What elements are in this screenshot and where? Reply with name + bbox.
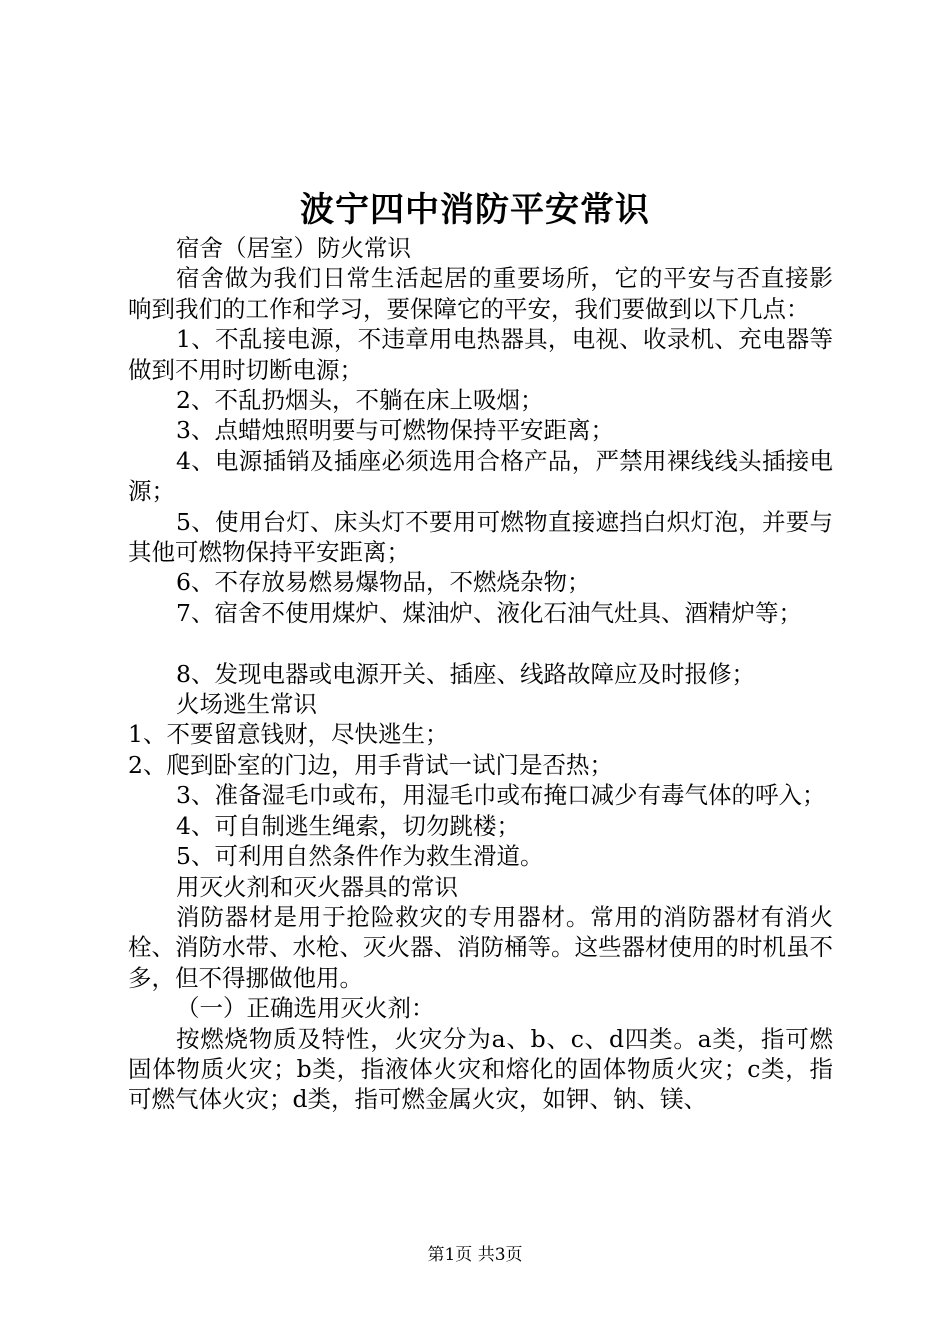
list-item-dorm-5: 5、使用台灯、床头灯不要用可燃物直接遮挡白炽灯泡，并要与其他可燃物保持平安距离； — [128, 507, 833, 567]
list-item-escape-4: 4、可自制逃生绳索，切勿跳楼； — [176, 811, 520, 840]
section-heading-extinguisher: 用灭火剂和灭火器具的常识 — [176, 872, 458, 901]
list-item-dorm-1: 1、不乱接电源，不违章用电热器具，电视、收录机、充电器等做到不用时切断电源； — [128, 325, 833, 384]
section-heading-dorm-fire: 宿舍（居室）防火常识 — [176, 234, 411, 262]
list-item-dorm-2: 2、不乱扔烟头，不躺在床上吸烟； — [176, 386, 544, 415]
section-heading-escape: 火场逃生常识 — [176, 690, 317, 719]
paragraph-fire-classes: 按燃烧物质及特性，火灾分为a、b、c、d四类。a类，指可燃固体物质火灾；b类，指液体火灾和熔化的固体物质火灾；c类，指可燃气体火灾；d类，指可燃金属火灾，如钾、钠、镁、 — [128, 1024, 833, 1114]
list-item-escape-1: 1、不要留意钱财，尽快逃生； — [128, 720, 449, 749]
list-item-dorm-7: 7、宿舍不使用煤炉、煤油炉、液化石油气灶具、酒精炉等； — [176, 598, 802, 627]
list-item-dorm-3: 3、点蜡烛照明要与可燃物保持平安距离； — [176, 416, 614, 445]
list-item-dorm-6: 6、不存放易燃易爆物品，不燃烧杂物； — [176, 568, 591, 597]
list-item-escape-5: 5、可利用自然条件作为救生滑道。 — [176, 842, 544, 871]
list-item-dorm-8: 8、发现电器或电源开关、插座、线路故障应及时报修； — [176, 659, 755, 688]
list-item-dorm-4: 4、电源插销及插座必须选用合格产品，严禁用裸线线头插接电源； — [128, 446, 833, 506]
subheading-choose-agent: （一）正确选用灭火剂： — [176, 994, 435, 1023]
document-body — [128, 233, 833, 1115]
paragraph-equipment: 消防器材是用于抢险救灾的专用器材。常用的消防器材有消火栓、消防水带、水枪、灭火器、消防桶等。这些器材使用的时机虽不多，但不得挪做他用。 — [128, 902, 833, 992]
document-title: 波宁四中消防平安常识 — [300, 190, 650, 230]
page-footer: 第1页 共3页 — [427, 1245, 523, 1265]
list-item-escape-3: 3、准备湿毛巾或布，用湿毛巾或布掩口减少有毒气体的呼入； — [176, 781, 826, 810]
paragraph-dorm-intro: 宿舍做为我们日常生活起居的重要场所，它的平安与否直接影响到我们的工作和学习，要保障它的平安，我们要做到以下几点： — [128, 264, 833, 323]
blank-line — [128, 628, 833, 658]
list-item-escape-2: 2、爬到卧室的门边，用手背试一试门是否热； — [128, 750, 613, 779]
